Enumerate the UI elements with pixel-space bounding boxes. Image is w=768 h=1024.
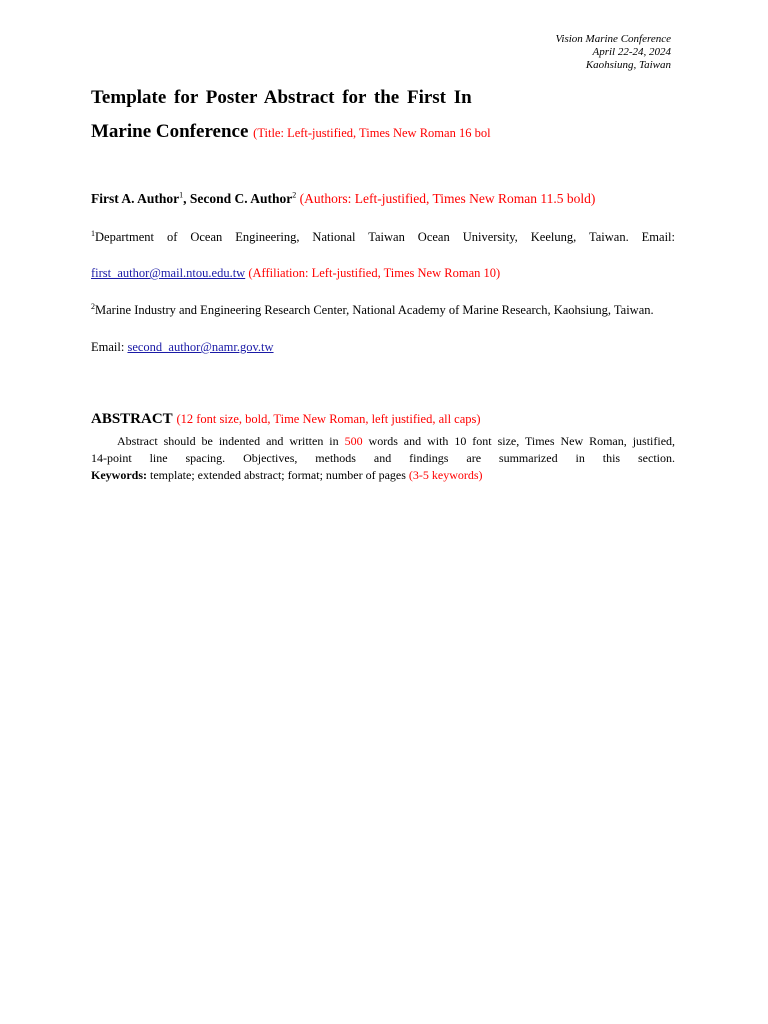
keywords-label: Keywords: [91, 468, 147, 482]
abstract-word-count: 500 [344, 434, 363, 448]
affiliation-2-email-line [91, 339, 675, 355]
affiliation-1-text: Department of Ocean Engineering, National Taiwan Ocean University, Keelung, Taiwan. Email: [95, 230, 675, 244]
affiliation-format-note: (Affiliation: Left-justified, Times New Roman 10) [248, 266, 501, 280]
affiliation-2-text: Marine Industry and Engineering Research Center, National Academy of Marine Research, Kaohsiung, Taiwan. [95, 303, 654, 317]
abstract-heading [91, 410, 675, 428]
authors-line [91, 191, 675, 207]
first-author-email-link[interactable]: first_author@mail.ntou.edu.tw [91, 266, 246, 280]
second-author-email-link[interactable]: second_author@namr.gov.tw [127, 340, 274, 354]
title-text-2: Marine Conference [91, 121, 249, 142]
keywords-note: (3-5 keywords) [408, 468, 483, 482]
conference-location: Kaohsiung, Taiwan [585, 59, 671, 71]
title-text-1: Template for Poster Abstract for the First In [91, 87, 472, 108]
keywords-text: template; extended abstract; format; number of pages [150, 468, 406, 482]
abstract-title: ABSTRACT [91, 411, 173, 427]
affiliation-2 [91, 302, 675, 318]
title-line-2 [91, 121, 521, 144]
keywords-line [91, 467, 675, 483]
conference-name: Vision Marine Conference [555, 33, 671, 45]
conference-dates: April 22-24, 2024 [592, 46, 671, 58]
first-author-sup: 1 [179, 190, 184, 200]
abstract-text-1b: words and with 10 font size, Times New Roman, justified, [368, 434, 676, 448]
second-author-sup: 2 [292, 190, 297, 200]
abstract-text-1a: Abstract should be indented and written in [117, 434, 339, 448]
email-label: Email: [91, 340, 125, 354]
first-author: First A. Author [91, 191, 180, 206]
abstract-format-note: (12 font size, bold, Time New Roman, left justified, all caps) [176, 412, 481, 426]
affiliation-1-sup: 1 [91, 228, 95, 238]
abstract-text-2: 14-point line spacing. Objectives, methods and findings are summarized in this section. [91, 451, 675, 465]
title-format-note: (Title: Left-justified, Times New Roman 16 bol [253, 126, 491, 140]
affiliation-1 [91, 229, 675, 245]
authors-format-note: (Authors: Left-justified, Times New Roman 11.5 bold) [299, 191, 596, 206]
abstract-line-2 [91, 450, 675, 466]
second-author: Second C. Author [189, 191, 293, 206]
affiliation-1-email-line [91, 265, 675, 281]
title-line-1 [91, 87, 521, 109]
conference-header [556, 33, 671, 72]
affiliation-2-sup: 2 [91, 301, 95, 311]
abstract-line-1 [117, 433, 675, 449]
author-separator: , [183, 191, 190, 206]
